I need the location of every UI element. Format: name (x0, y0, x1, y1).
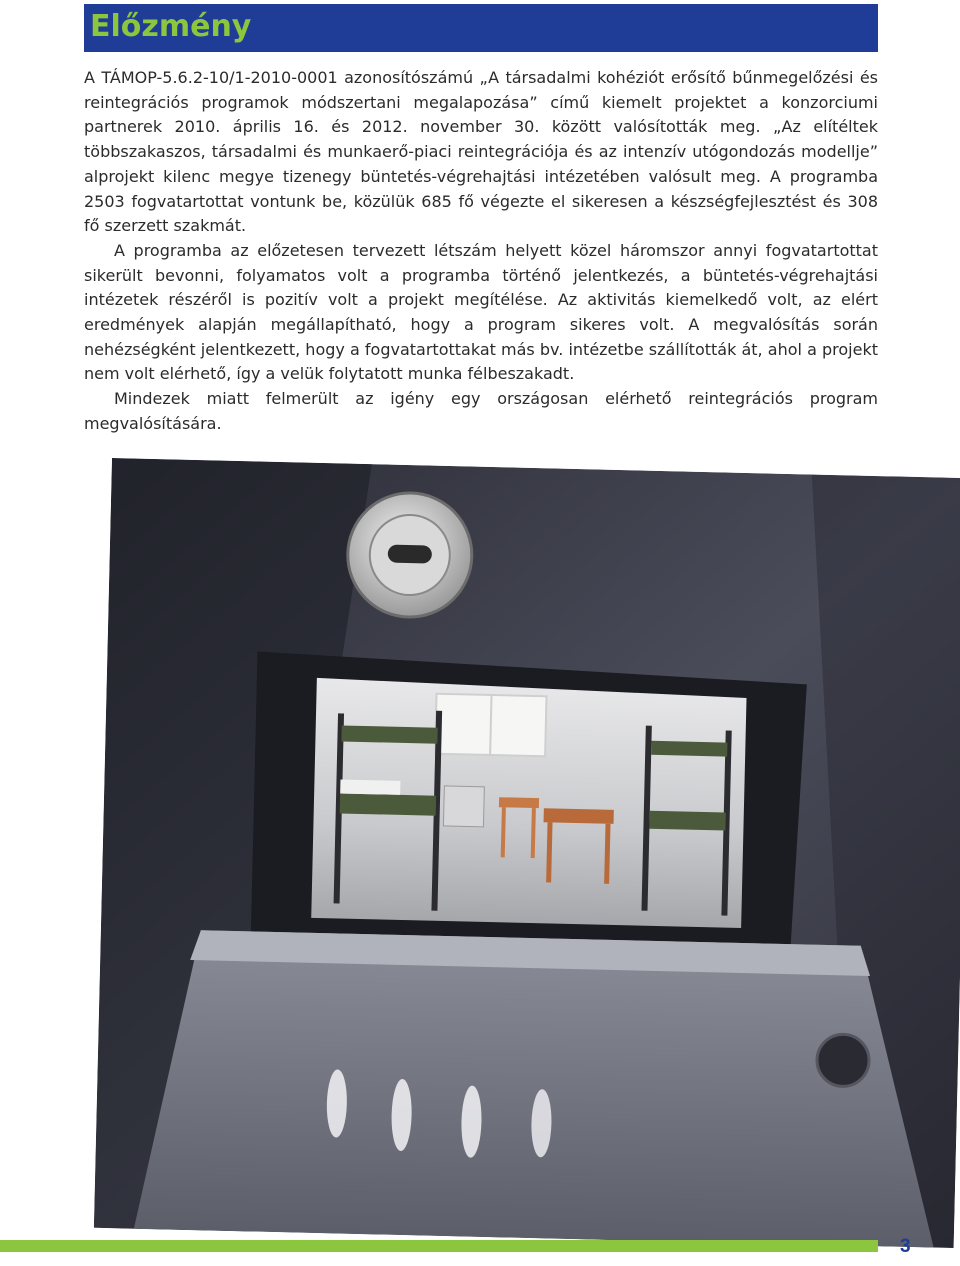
body-text (84, 66, 878, 437)
footer-bar (0, 1240, 878, 1252)
paragraph-1: A TÁMOP-5.6.2-10/1-2010-0001 azonosítószámú „A társadalmi kohéziót erősítő bűnmegelőzési és reintegrációs programok módszertani megalapozása” című kiemelt projektet a konzorciumi partnerek 2010. április 16. és 2012. november 30. között valósították meg. „Az elítéltek többszakaszos, társadalmi és munkaerő-piaci reintegrációja és az intenzív utógondozás modellje” alprojekt kilenc megye tizenegy büntetés-végrehajtási intézetében valósult meg. A programba 2503 fogvatartottat vontunk be, közülük 685 fő végezte el sikeresen a készségfejlesztést és 308 fő szerzett szakmát. (84, 68, 878, 236)
prison-cell-photo (94, 458, 960, 1248)
section-title-bar (84, 4, 878, 52)
page-number: 3 (900, 1236, 911, 1257)
paragraph-2: A programba az előzetesen tervezett létszám helyett közel háromszor annyi fogvatartottat sikerült bevonni, folyamatos volt a programba történő jelentkezés, a büntetés-végrehajtási intézetek részéről is pozitív volt a projekt megítélése. Az aktivitás kiemelkedő volt, az elért eredmények alapján megállapítható, hogy a program sikeres volt. A megvalósítás során nehézségként jelentkezett, hogy a fogvatartottakat más bv. intézetbe szállították át, ahol a projekt nem volt elérhető, így a velük folytatott munka félbeszakadt. (84, 240, 878, 384)
section-title: Előzmény (90, 9, 252, 44)
prison-cell-photo-illustration (94, 458, 960, 1248)
paragraph-3: Mindezek miatt felmerült az igény egy országosan elérhető reintegrációs program megvalósítására. (84, 389, 878, 433)
